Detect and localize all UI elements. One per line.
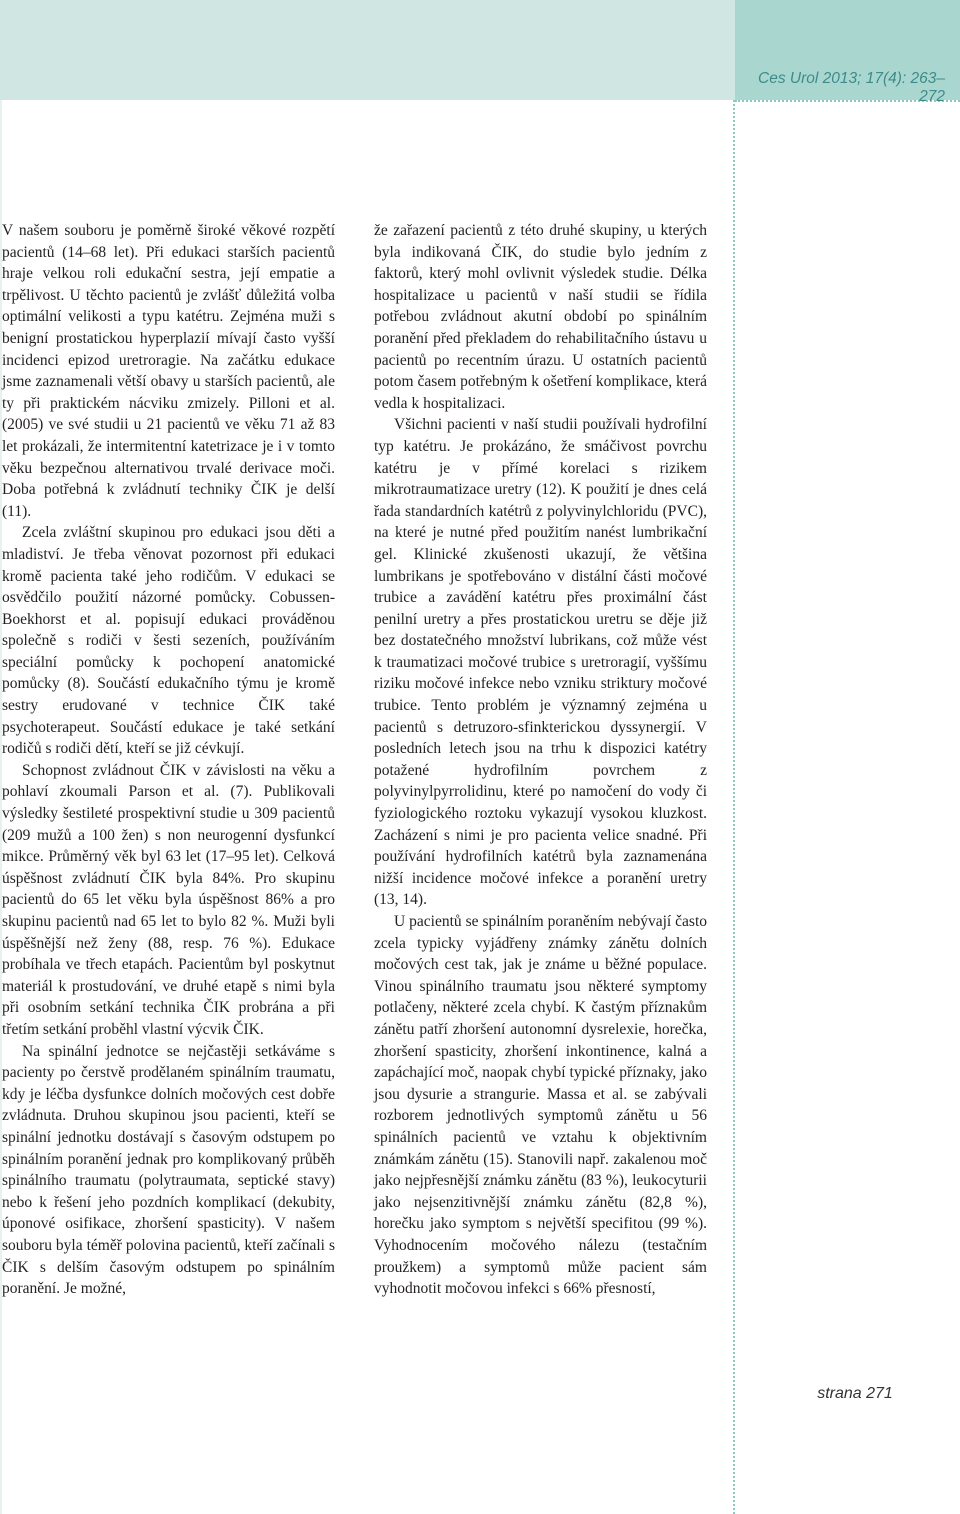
paragraph: Všichni pacienti v naší studii používali hydrofilní typ katétru. Je prokázáno, že smáčivost povrchu katétru je v přímé korelaci s rizikem mikrotraumatizace uretry (12). K použití je dnes celá řada standardních katétrů z polyvinylchloridu (PVC), na které je nutné před použitím nanést lumbrikační gel. Klinické zkušenosti ukazují, že většina lumbrikans je spotřebováno v distální části močové trubice a zavádění katétru přes proximální část penilní uretry a přes prostatickou uretru se děje již bez dostatečného množství lubrikans, což může vést k traumatizaci močové trubice s uretroragií, vyššímu riziku močové infekce nebo vzniku striktury močové trubice. Tento problém je významný zejména u pacientů s detruzoro-sfinkterickou dyssynergií. V posledních letech jsou na trhu k dispozici katétry potažené hydrofilním povrchem z polyvinylpyrrolidinu, které po namočení do vody či fyziologického roztoku vykazují vysokou kluzkost. Zacházení s nimi je pro pacienta velice snadné. Při používání hydrofilních katétrů byla zaznamenána nižší incidence močové infekce a poranění uretry (13, 14). (374, 416, 707, 909)
journal-citation: Ces Urol 2013; 17(4): 263–272 (758, 70, 945, 105)
paragraph: Na spinální jednotce se nejčastěji setkáváme s pacienty po čerstvě prodělaném spinálním traumatu, kdy je léčba dysfunkce dolních močových cest dobře zvládnuta. Druhou skupinou jsou pacienti, kteří se spinální jednotku dostávají s časovým odstupem po spinálním poranění jednak pro komplikovaný průběh spinálního traumatu (polytraumata, septické stavy) nebo k řešení jeho pozdních komplikací (dekubity, úponové osifikace, zhoršení spasticity). V našem souboru byla téměř polovina pacientů, kteří začínali s ČIK s delším časovým odstupem po spinálním poranění. Je možné, (2, 1042, 335, 1298)
page-number: strana 271 (817, 1385, 893, 1402)
paragraph: U pacientů se spinálním poraněním nebývají často zcela typicky vyjádřeny známky zánětu dolních močových cest tak, jak je známe u běžné populace. Vinou spinálního traumatu jsou některé symptomy potlačeny, některé zcela chybí. K častým příznakům zánětu patří zhoršení autonomní dysrelexie, horečka, zhoršení spasticity, zhoršení inkontinence, kalná a zapáchající moč, naopak chybí typické příznaky, jako jsou dysurie a strangurie. Massa et al. se zabývali rozborem jednotlivých symptomů zánětu u 56 spinálních pacientů ve vztahu k objektivním známkám zánětu (15). Stanovili např. zakalenou moč jako nejpřesnější známku zánětu (83 %), leukocyturii jako nejsenzitivnější známku zánětu (82,8 %), horečku jako symptom s největší specifitou (99 %). Vyhodnocením močového nálezu (testačním proužkem) a symptomů může pacient sám vyhodnotit močovou infekci s 66% přesností, (374, 913, 707, 1298)
margin-divider-vertical (733, 100, 735, 1514)
paragraph: Schopnost zvládnout ČIK v závislosti na věku a pohlaví zkoumali Parson et al. (7). Publikovali výsledky šestileté prospektivní studie u 309 pacientů (209 mužů a 100 žen) s non neurogenní dysfunkcí mikce. Průměrný věk byl 63 let (17–95 let). Celková úspěšnost zvládnutí ČIK byla 84%. Pro skupinu pacientů do 65 let věku byla úspěšnost 86% a pro skupinu pacientů nad 65 let to bylo 82 %. Muži byli úspěšnější než ženy (88, resp. 76 %). Edukace probíhala ve třech etapách. Pacientům byl poskytnut materiál k prostudování, ve druhé etapě s nimi byla při osobním setkání technika ČIK probrána a při třetím setkání proběhl vlastní výcvik ČIK. (2, 761, 335, 1038)
text-column-right (374, 220, 707, 1300)
paragraph: že zařazení pacientů z této druhé skupiny, u kterých byla indikovaná ČIK, do studie bylo jedním z faktorů, který mohl ovlivnit výsledek studie. Délka hospitalizace u pacientů v naší studii se řídila potřebou zvládnout akutní období po spinálním poranění před překladem do rehabilitačního ústavu u pacientů po recentním úrazu. U ostatních pacientů potom časem potřebným k ošetření komplikace, která vedla k hospitalizaci. (374, 222, 707, 412)
text-column-left (2, 220, 335, 1300)
paragraph: Zcela zvláštní skupinou pro edukaci jsou děti a mladiství. Je třeba věnovat pozornost při edukaci kromě pacienta také jeho rodičům. V edukaci se osvědčilo použití názorné pomůcky. Cobussen-Boekhorst et al. popisují edukaci prováděnou společně s rodiči v šesti sezeních, používáním speciální pomůcky k pochopení anatomické pomůcky (8). Součástí edukačního týmu je kromě sestry erudované v technice ČIK také psychoterapeut. Součástí edukace je také setkání rodičů s rodiči dětí, kteří se již cévkují. (2, 524, 335, 758)
header-band-light (0, 0, 735, 100)
paragraph: V našem souboru je poměrně široké věkové rozpětí pacientů (14–68 let). Při edukaci starších pacientů hraje velkou roli edukační sestra, její empatie a trpělivost. U těchto pacientů je zvlášť důležitá volba optimální velikosti a typu katétru. Zejména muži s benigní prostatickou hyperplazií mívají často vyšší incidenci epizod uretroragie. Na začátku edukace jsme zaznamenali větší obavy u starších pacientů, ale ty při praktickém nácviku zmizely. Pilloni et al. (2005) ve své studii u 21 pacientů ve věku 71 až 83 let prokázali, že intermitentní katetrizace je i v tomto věku bezpečnou alternativou trvalé derivace moči. Doba potřebná k zvládnutí techniky ČIK je delší (11). (2, 222, 335, 520)
